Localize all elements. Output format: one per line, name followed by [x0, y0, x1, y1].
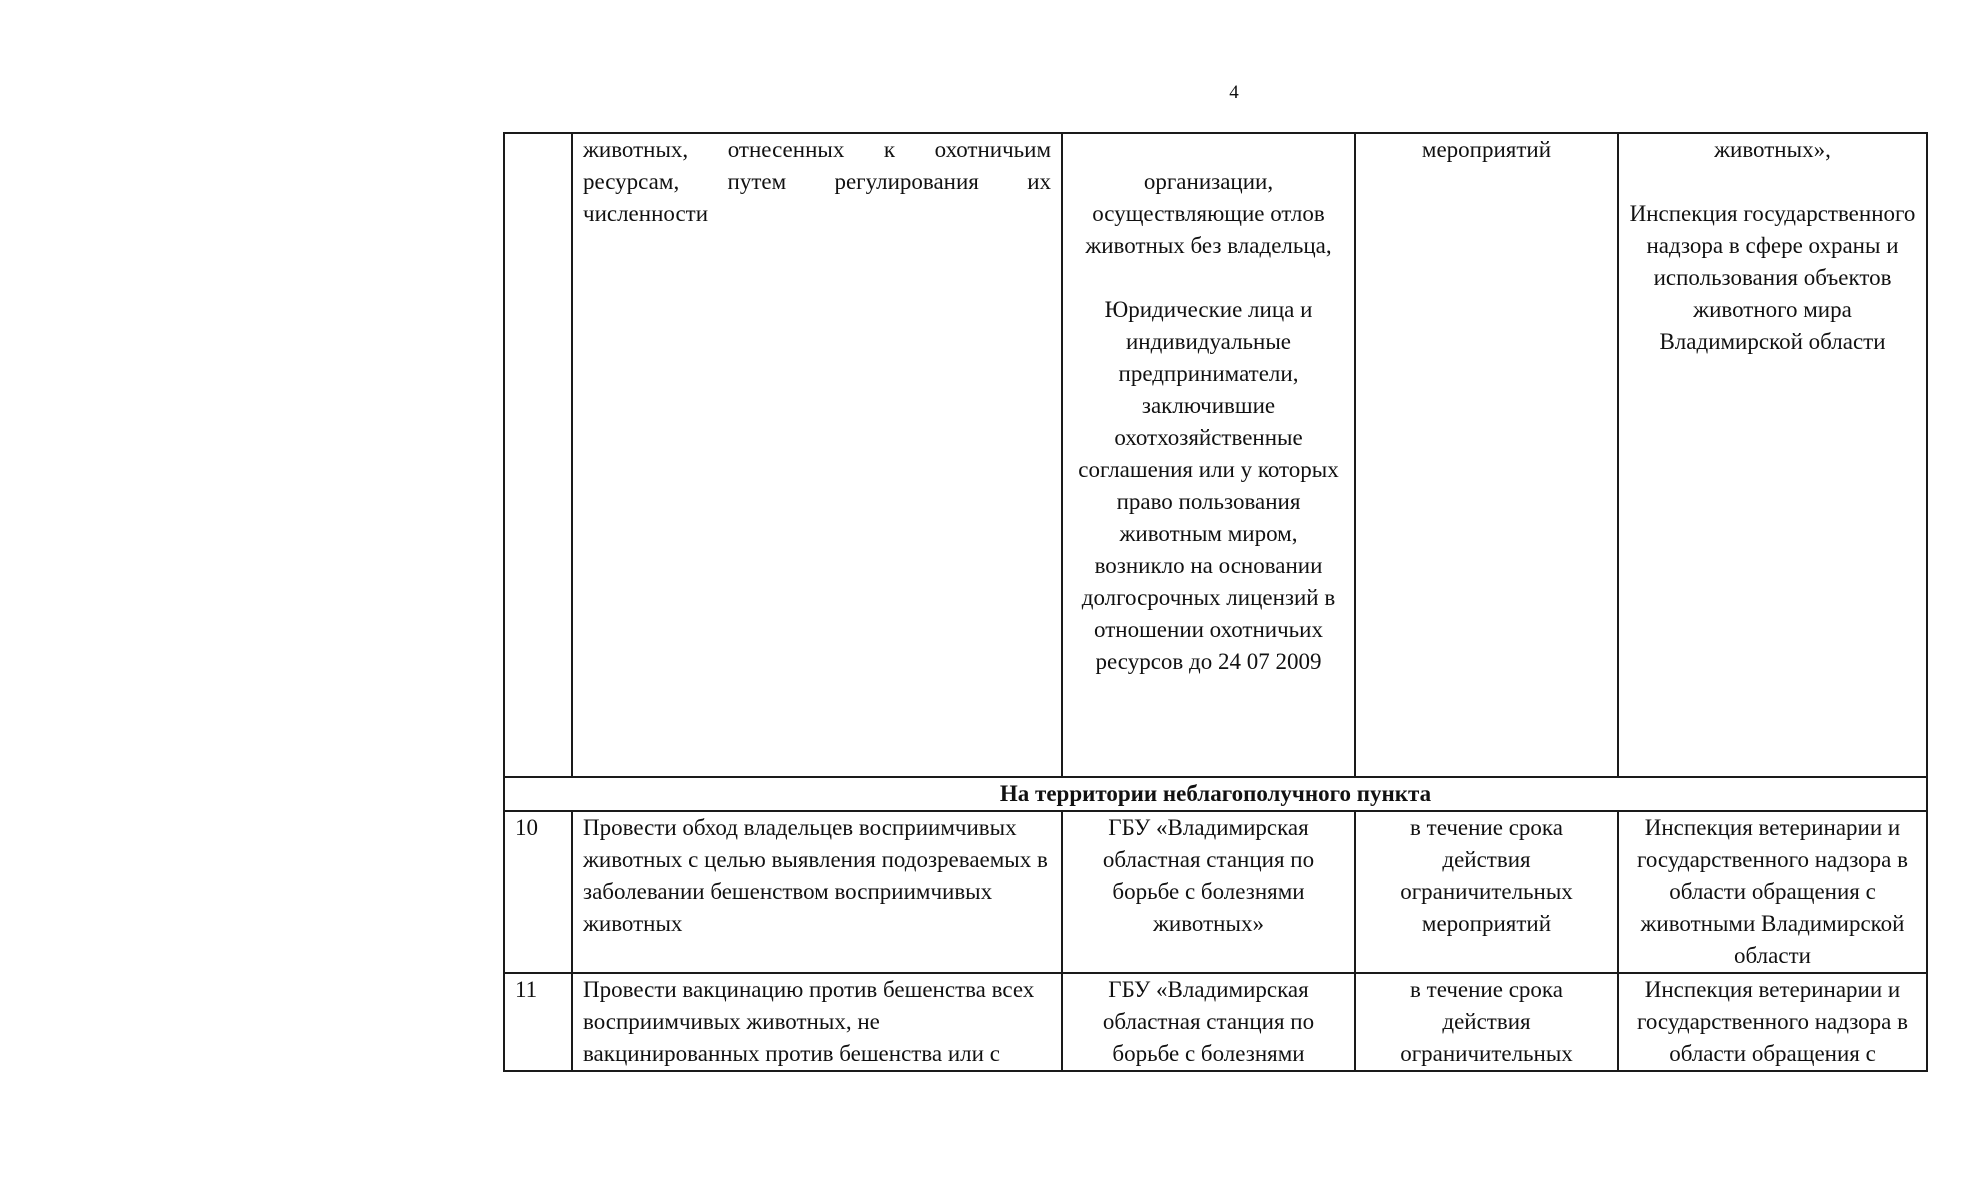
- cell-number: 10: [504, 811, 572, 973]
- section-heading: На территории неблагополучного пункта: [504, 777, 1927, 811]
- cell-number: 11: [504, 973, 572, 1071]
- cell-executor: ГБУ «Владимирская областная станция по борьбе с болезнями: [1062, 973, 1355, 1071]
- measures-table: [503, 132, 1928, 1072]
- table-row: [504, 973, 1927, 1071]
- cell-action: Провести обход владельцев восприимчивых животных с целью выявления подозреваемых в заболевании бешенством восприимчивых животных: [572, 811, 1062, 973]
- cell-term: в течение срока действия ограничительных мероприятий: [1355, 811, 1618, 973]
- cell-control: Инспекция ветеринарии и государственного надзора в области обращения с животными Владимирской области: [1618, 811, 1927, 973]
- table-section-row: [504, 777, 1927, 811]
- cell-number: [504, 133, 572, 777]
- control-text: животных», Инспекция государственного надзора в сфере охраны и использования объектов животного мира Владимирской области: [1629, 137, 1916, 354]
- cell-action: Провести вакцинацию против бешенства всех восприимчивых животных, не вакцинированных против бешенства или с: [572, 973, 1062, 1071]
- table-row: [504, 811, 1927, 973]
- action-text: животных, отнесенных к охотничьим ресурсам, путем регулирования их численности: [583, 137, 1051, 226]
- executor-text: организации, осуществляющие отлов животных без владельца, Юридические лица и индивидуальные предприниматели, заключившие охотхозяйственные соглашения или у которых право пользования животным миром, возникло на основании долгосрочных лицензий в отношении охотничьих ресурсов до 24 07 2009: [1078, 169, 1339, 674]
- page-number: 4: [1229, 82, 1239, 103]
- cell-term: [1355, 133, 1618, 777]
- cell-executor: ГБУ «Владимирская областная станция по борьбе с болезнями животных»: [1062, 811, 1355, 973]
- cell-control: [1618, 133, 1927, 777]
- cell-control: Инспекция ветеринарии и государственного надзора в области обращения с: [1618, 973, 1927, 1071]
- cell-executor: [1062, 133, 1355, 777]
- cell-term: в течение срока действия ограничительных: [1355, 973, 1618, 1071]
- term-text: мероприятий: [1421, 137, 1552, 162]
- cell-action: [572, 133, 1062, 777]
- table-row-continued: [504, 133, 1927, 777]
